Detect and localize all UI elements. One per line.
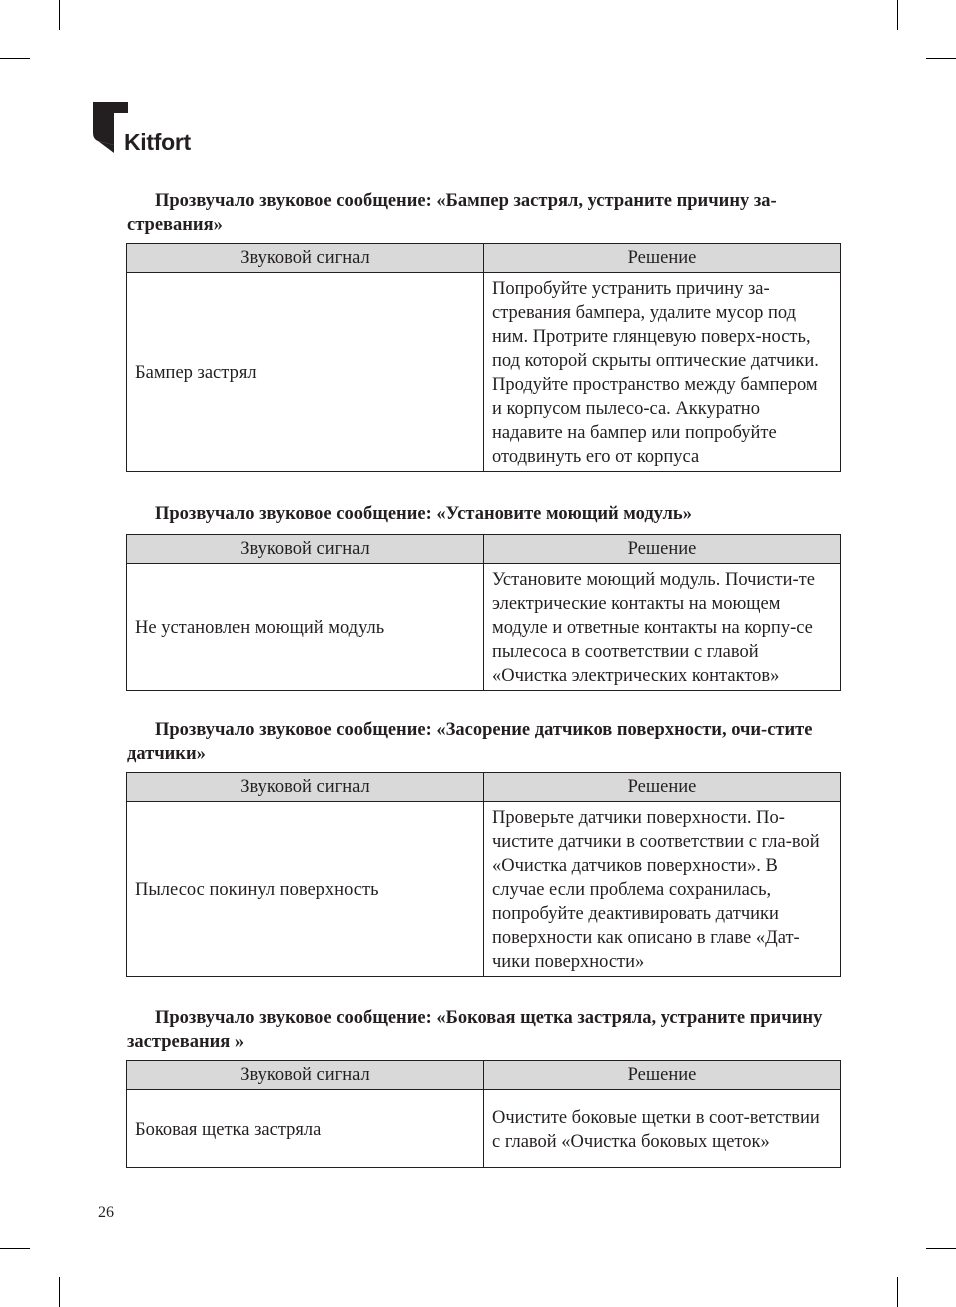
troubleshooting-table: [126, 1060, 841, 1168]
troubleshooting-table: [126, 772, 841, 977]
crop-mark: [897, 1277, 898, 1307]
signal-cell: Боковая щетка застряла: [127, 1090, 484, 1168]
crop-mark: [59, 1277, 60, 1307]
crop-mark: [59, 0, 60, 30]
signal-cell: Пылесос покинул поверхность: [127, 802, 484, 977]
crop-mark: [926, 58, 956, 59]
section-heading: Прозвучало звуковое сообщение: «Боковая щетка застряла, устраните причину застревания »: [127, 1008, 823, 1052]
section-heading: Прозвучало звуковое сообщение: «Бампер застрял, устраните причину за-стревания»: [127, 191, 777, 235]
crop-mark: [0, 1248, 30, 1249]
crop-mark: [897, 0, 898, 30]
column-header-solution: Решение: [484, 535, 841, 564]
solution-cell: Попробуйте устранить причину за-стревания бампера, удалите мусор под ним. Протрите глянцевую поверх-ность, под которой скрыты оптические датчики. Продуйте пространство между бампером и корпусом пылесо-са. Аккуратно надавите на бампер или попробуйте отодвинуть его от корпуса: [484, 273, 841, 472]
column-header-signal: Звуковой сигнал: [127, 1061, 484, 1090]
column-header-signal: Звуковой сигнал: [127, 773, 484, 802]
column-header-signal: Звуковой сигнал: [127, 244, 484, 273]
solution-cell: Проверьте датчики поверхности. По-чистите датчики в соответствии с гла-вой «Очистка датчиков поверхности». В случае если проблема сохранилась, попробуйте деактивировать датчики поверхности как описано в главе «Дат-чики поверхности»: [484, 802, 841, 977]
solution-cell: Установите моющий модуль. Почисти-те электрические контакты на моющем модуле и ответные контакты на корпу-се пылесоса в соответствии с главой «Очистка электрических контактов»: [484, 564, 841, 691]
section-heading: Прозвучало звуковое сообщение: «Засорение датчиков поверхности, очи-стите датчики»: [127, 720, 813, 764]
crop-mark: [0, 58, 30, 59]
page-number: 26: [98, 1204, 114, 1221]
column-header-solution: Решение: [484, 1061, 841, 1090]
column-header-signal: Звуковой сигнал: [127, 535, 484, 564]
troubleshooting-table: [126, 534, 841, 691]
troubleshooting-table: [126, 243, 841, 472]
brand-name: Kitfort: [124, 129, 191, 155]
column-header-solution: Решение: [484, 773, 841, 802]
column-header-solution: Решение: [484, 244, 841, 273]
signal-cell: Не установлен моющий модуль: [127, 564, 484, 691]
section-heading: Прозвучало звуковое сообщение: «Установите моющий модуль»: [155, 504, 692, 524]
crop-mark: [926, 1248, 956, 1249]
solution-cell: Очистите боковые щетки в соот-ветствии с главой «Очистка боковых щеток»: [484, 1090, 841, 1168]
signal-cell: Бампер застрял: [127, 273, 484, 472]
